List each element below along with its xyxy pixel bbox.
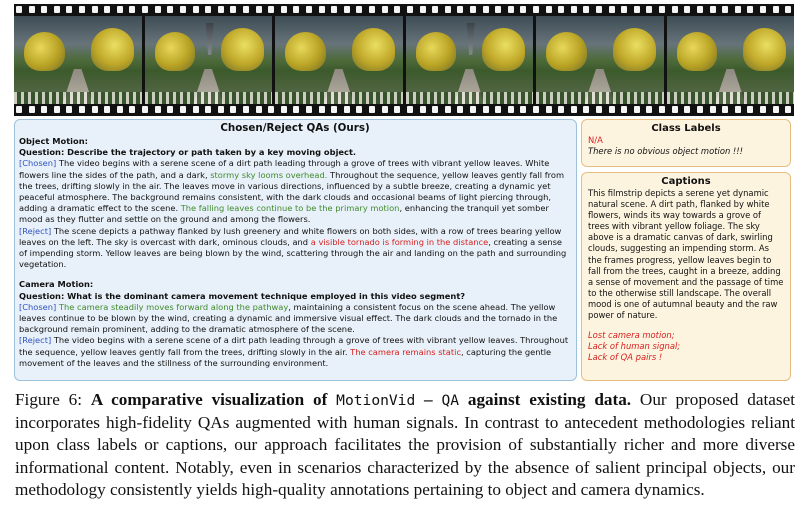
deficit-item: Lack of QA pairs ! (588, 352, 663, 363)
sprocket-hole (672, 106, 678, 113)
chosen-highlight: The camera steadily moves forward along the pathway (56, 301, 289, 312)
sprocket-hole (672, 6, 678, 13)
sprocket-hole (583, 6, 589, 13)
camera-motion-chosen-answer (19, 302, 571, 336)
sprocket-hole (293, 106, 299, 113)
sprocket-holes-top (14, 5, 794, 15)
camera-motion-reject-answer (19, 335, 571, 369)
object-motion-heading: Object Motion: (19, 136, 88, 146)
sprocket-hole (684, 106, 690, 113)
sprocket-hole (205, 106, 211, 113)
sprocket-hole (558, 106, 564, 113)
video-frame (406, 16, 534, 104)
sprocket-hole (256, 6, 262, 13)
sprocket-hole (218, 106, 224, 113)
sprocket-hole (142, 6, 148, 13)
class-label-note: There is no obvious object motion !!! (588, 146, 743, 156)
sprocket-hole (117, 106, 123, 113)
chosen-tag: [Chosen] (19, 301, 57, 312)
answer-text: , enhancing the tranquil yet somber mood as they flutter and settle on the ground and among the flowers. (19, 203, 549, 225)
video-filmstrip (14, 4, 794, 116)
sprocket-hole (54, 106, 60, 113)
sprocket-hole (533, 6, 539, 13)
sprocket-hole (66, 106, 72, 113)
sprocket-hole (129, 6, 135, 13)
sprocket-hole (483, 106, 489, 113)
class-labels-panel (581, 119, 791, 167)
video-frame (14, 16, 142, 104)
chosen-highlight: The falling leaves continue to be the primary motion (180, 203, 400, 214)
sprocket-hole (167, 6, 173, 13)
camera-motion-section (19, 279, 571, 369)
answer-text: , creating a sense of impending storm. Yellow leaves are being blown by the wind, scattering through the air and landing on the path and surrounding vegetation. (19, 236, 567, 270)
sprocket-hole (331, 106, 337, 113)
sprocket-hole (571, 106, 577, 113)
sprocket-hole (747, 6, 753, 13)
sprocket-hole (382, 106, 388, 113)
sprocket-hole (432, 6, 438, 13)
video-frame (667, 16, 795, 104)
sprocket-hole (634, 6, 640, 13)
sprocket-hole (382, 6, 388, 13)
sprocket-hole (457, 106, 463, 113)
sprocket-hole (747, 106, 753, 113)
sprocket-hole (155, 106, 161, 113)
sprocket-hole (609, 6, 615, 13)
sprocket-hole (92, 6, 98, 13)
camera-motion-question: Question: What is the dominant camera movement technique employed in this video segment? (19, 290, 466, 301)
sprocket-hole (394, 6, 400, 13)
sprocket-hole (79, 106, 85, 113)
sprocket-hole (54, 6, 60, 13)
sprocket-hole (331, 6, 337, 13)
sprocket-hole (773, 106, 779, 113)
dataset-suffix: QA (441, 392, 460, 409)
sprocket-hole (722, 6, 728, 13)
sprocket-hole (432, 106, 438, 113)
sprocket-hole (92, 106, 98, 113)
sprocket-hole (583, 106, 589, 113)
sprocket-hole (29, 6, 35, 13)
object-motion-question: Question: Describe the trajectory or path taken by a key moving object. (19, 147, 357, 158)
sprocket-hole (621, 106, 627, 113)
sprocket-hole (773, 6, 779, 13)
caption-body: Our proposed dataset incorporates high-fidelity QAs augmented with human signals. In contrast to antecedent methodologies reliant upon class labels or captions, our approach facilitates the provision of substantially richer and more diverse informational content. Notably, even in scenarios characterized by the absence of salient principal objects, our methodology consistently yields high-quality annotations pertaining to object and camera dynamics. (15, 390, 795, 499)
sprocket-hole (306, 6, 312, 13)
sprocket-hole (659, 106, 665, 113)
sprocket-hole (256, 106, 262, 113)
sprocket-hole (546, 6, 552, 13)
figure-label: Figure 6: (15, 390, 91, 409)
sprocket-hole (609, 106, 615, 113)
qa-panel (14, 119, 577, 381)
video-frame (275, 16, 403, 104)
sprocket-hole (230, 6, 236, 13)
sprocket-hole (306, 106, 312, 113)
sprocket-hole (735, 6, 741, 13)
sprocket-hole (684, 6, 690, 13)
sprocket-hole (483, 6, 489, 13)
sprocket-hole (533, 106, 539, 113)
sprocket-hole (407, 106, 413, 113)
sprocket-hole (155, 6, 161, 13)
sprocket-hole (571, 6, 577, 13)
sprocket-hole (167, 106, 173, 113)
class-label-na: N/A (588, 135, 603, 145)
sprocket-hole (457, 6, 463, 13)
sprocket-hole (205, 6, 211, 13)
sprocket-hole (495, 106, 501, 113)
filmstrip-frames (14, 16, 794, 104)
sprocket-hole (117, 6, 123, 13)
sprocket-hole (104, 6, 110, 13)
sprocket-hole (180, 6, 186, 13)
answer-text: , maintaining a consistent focus on the scene ahead. The yellow leaves continue to be blown by the wind, creating a dynamic and immersive visual effect. The dark clouds and the tornado in the background remain prominent, adding to the dramatic atmosphere of the scene. (19, 301, 558, 335)
caption-bold-lead: A comparative visualization of MotionVid – QA against existing data. (90, 390, 632, 409)
reject-highlight: a visible tornado is forming in the distance (310, 236, 489, 247)
sprocket-hole (520, 6, 526, 13)
sprocket-hole (268, 6, 274, 13)
captions-title: Captions (661, 176, 711, 187)
answer-text: The video begins with a serene scene of a dirt path leading through a grove of trees with vibrant yellow leaves. White flowers line the sides of the path, and a dark, (19, 158, 550, 180)
sprocket-hole (659, 6, 665, 13)
sprocket-hole (319, 6, 325, 13)
sprocket-hole (16, 106, 22, 113)
sprocket-holes-bottom (14, 105, 794, 115)
sprocket-hole (735, 106, 741, 113)
caption-text: This filmstrip depicts a serene yet dynamic natural scene. A dirt path, flanked by white flowers, winds its way towards a grove of trees with vibrant yellow foliage. The sky above is a dramatic canvas of dark, swirling clouds, suggesting an impending storm. As the frames progress, yellow leaves begin to fall from the trees, caught in a breeze, adding a sense of movement and the passage of time to the otherwise still landscape. The overall mood is one of autumnal beauty and the raw power of nature. (588, 188, 784, 321)
answer-text: Throughout the sequence, yellow leaves gently fall from the trees, drifting slowly in the air. The leaves move in various directions, influenced by a subtle breeze, creating a dynamic yet peaceful atmosphere. The background remains consistent, with the dark clouds and occasional beams of light piercing through, adding a dramatic effect to the scene. (19, 169, 565, 214)
sprocket-hole (470, 6, 476, 13)
chosen-highlight: stormy sky looms overhead. (210, 169, 328, 180)
sprocket-hole (722, 106, 728, 113)
sprocket-hole (646, 6, 652, 13)
sprocket-hole (66, 6, 72, 13)
sprocket-hole (293, 6, 299, 13)
video-frame (145, 16, 273, 104)
sprocket-hole (520, 106, 526, 113)
sprocket-hole (29, 106, 35, 113)
sprocket-hole (710, 106, 716, 113)
sprocket-hole (268, 106, 274, 113)
sprocket-hole (760, 106, 766, 113)
camera-motion-heading: Camera Motion: (19, 279, 94, 290)
sprocket-hole (193, 106, 199, 113)
sprocket-hole (407, 6, 413, 13)
sprocket-hole (710, 6, 716, 13)
captions-panel (581, 172, 791, 381)
sprocket-hole (142, 106, 148, 113)
reject-tag: [Reject] (19, 335, 52, 346)
sprocket-hole (445, 106, 451, 113)
sprocket-hole (445, 6, 451, 13)
sprocket-hole (697, 106, 703, 113)
object-motion-reject-answer (19, 226, 571, 271)
reject-highlight: The camera remains static (350, 346, 462, 357)
sprocket-hole (470, 106, 476, 113)
reject-tag: [Reject] (19, 225, 52, 236)
sprocket-hole (596, 106, 602, 113)
sprocket-hole (785, 106, 791, 113)
sprocket-hole (129, 106, 135, 113)
sprocket-hole (634, 106, 640, 113)
class-labels-title: Class Labels (651, 123, 721, 134)
sprocket-hole (558, 6, 564, 13)
sprocket-hole (344, 6, 350, 13)
sprocket-hole (356, 6, 362, 13)
figure-caption (15, 389, 795, 501)
deficit-item: Lost camera motion; (588, 330, 675, 341)
sprocket-hole (104, 106, 110, 113)
sprocket-hole (243, 106, 249, 113)
qa-panel-title: Chosen/Reject QAs (Ours) (220, 122, 370, 134)
video-frame (536, 16, 664, 104)
object-motion-section (19, 136, 571, 270)
dataset-name: MotionVid (336, 392, 416, 409)
sprocket-hole (243, 6, 249, 13)
sprocket-hole (495, 6, 501, 13)
sprocket-hole (193, 6, 199, 13)
sprocket-hole (394, 106, 400, 113)
sprocket-hole (41, 6, 47, 13)
sprocket-hole (646, 106, 652, 113)
sprocket-hole (41, 106, 47, 113)
sprocket-hole (319, 106, 325, 113)
sprocket-hole (546, 106, 552, 113)
answer-text: , capturing the gentle movement of the leaves and the stillness of the surrounding environment. (19, 346, 552, 368)
sprocket-hole (508, 106, 514, 113)
sprocket-hole (344, 106, 350, 113)
sprocket-hole (508, 6, 514, 13)
sprocket-hole (369, 106, 375, 113)
sprocket-hole (230, 106, 236, 113)
sprocket-hole (79, 6, 85, 13)
sprocket-hole (621, 6, 627, 13)
sprocket-hole (356, 106, 362, 113)
answer-text: The scene depicts a pathway flanked by lush greenery and white flowers on both sides, with a row of trees bearing yellow leaves on the left. The sky is overcast with dark, ominous clouds, and (19, 225, 562, 247)
sprocket-hole (420, 6, 426, 13)
chosen-tag: [Chosen] (19, 158, 57, 169)
sprocket-hole (785, 6, 791, 13)
deficit-item: Lack of human signal; (588, 341, 681, 352)
sprocket-hole (760, 6, 766, 13)
sprocket-hole (596, 6, 602, 13)
sprocket-hole (369, 6, 375, 13)
sprocket-hole (281, 106, 287, 113)
sprocket-hole (180, 106, 186, 113)
sprocket-hole (281, 6, 287, 13)
sprocket-hole (16, 6, 22, 13)
sprocket-hole (218, 6, 224, 13)
answer-text: The video begins with a serene scene of a dirt path leading through a grove of trees with vibrant yellow leaves. Throughout the sequence, yellow leaves gently fall from the trees, drifting slowly in the air. (19, 335, 569, 357)
sprocket-hole (420, 106, 426, 113)
caption-deficits (588, 330, 784, 363)
sprocket-hole (697, 6, 703, 13)
object-motion-chosen-answer (19, 158, 571, 225)
